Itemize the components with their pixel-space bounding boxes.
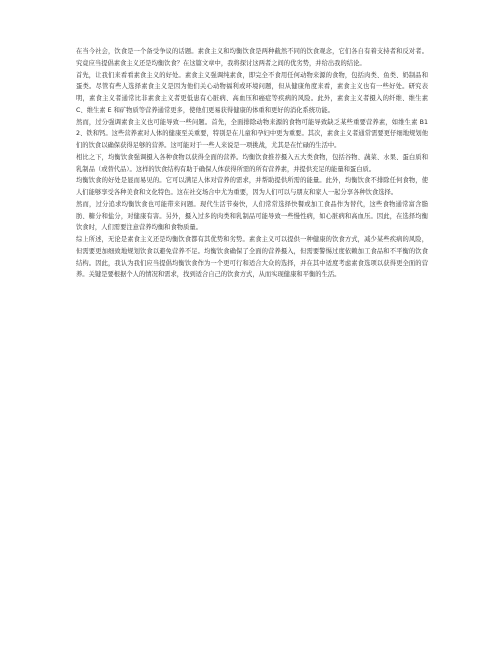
paragraph-intro: 在当今社会，饮食是一个备受争议的话题。素食主义和均衡饮食是两种截然不同的饮食观念，它们各自有着支持者和反对者。究竟应当提倡素食主义还是均衡饮食？在这篇文章中，我将探讨这两者之间的优劣势，并给出我的结论。: [76, 48, 428, 67]
paragraph-balanced-benefits: 均衡饮食的好处是显而易见的。它可以满足人体对营养的需求，并帮助提供所需的能量。此外，均衡饮食不排除任何食物，使人们能够享受各种美食和文化特色。这在社交场合中尤为重要，因为人们可以与朋友和家人一起分享各种饮食选择。: [76, 177, 428, 196]
paragraph-balanced-drawbacks: 然而，过分追求均衡饮食也可能带来问题。现代生活节奏快，人们常常选择快餐或加工食品作为替代，这些食物通常富含脂肪、糖分和盐分，对健康有害。另外，摄入过多的肉类和乳制品可能导致一些慢性病，如心脏病和高血压。因此，在选择均衡饮食时，人们需要注意营养均衡和食物质量。: [76, 200, 428, 232]
paragraph-conclusion: 综上所述，无论是素食主义还是均衡饮食都有其优势和劣势。素食主义可以提供一种健康的饮食方式，减少某些疾病的风险，但需要更加细致地规划饮食以避免营养不足。均衡饮食确保了全面的营养摄入，但需要警惕过度依赖加工食品和不平衡的饮食结构。因此，我认为我们应当提倡均衡饮食作为一个更可行和适合大众的选择，并在其中适度考虑素食选项以获得更全面的营养。关键是要根据个人的情况和需求，找到适合自己的饮食方式，从而实现健康和平衡的生活。: [76, 236, 428, 279]
paragraph-vegetarian-benefits: 首先，让我们来看看素食主义的好处。素食主义强调纯素食，即完全不食用任何动物来源的食物，包括肉类、鱼类、奶制品和蛋类。尽管有些人选择素食主义是因为他们关心动物福利或环境问题，但从健康角度来看，素食主义也有一些好处。研究表明，素食主义者通常比非素食主义者更低患有心脏病、高血压和癌症等疾病的风险。此外，素食主义者摄入的纤维、维生素 C、维生素 E 和矿物质等营养通常更多，使他们更易获得健康的体重和更好的消化系统功能。: [76, 71, 428, 114]
paragraph-balanced-diet: 相比之下，均衡饮食强调摄入各种食物以获得全面的营养。均衡饮食推荐摄入五大类食物，包括谷物、蔬菜、水果、蛋白质和乳制品（或替代品）。这样的饮食结构有助于确保人体获得所需的所有营养素，并提供充足的能量和蛋白质。: [76, 153, 428, 173]
document-body: [76, 46, 428, 281]
paragraph-vegetarian-drawbacks: 然而，过分强调素食主义也可能导致一些问题。首先，全面排除动物来源的食物可能导致缺乏某些重要营养素，如维生素 B12、铁和钙。这些营养素对人体的健康至关重要，特别是在儿童和孕妇中更为重要。其次，素食主义者通常需要更仔细地规划他们的饮食以确保获得足够的营养。这可能对于一些人来说是一项挑战，尤其是在忙碌的生活中。: [76, 118, 428, 149]
